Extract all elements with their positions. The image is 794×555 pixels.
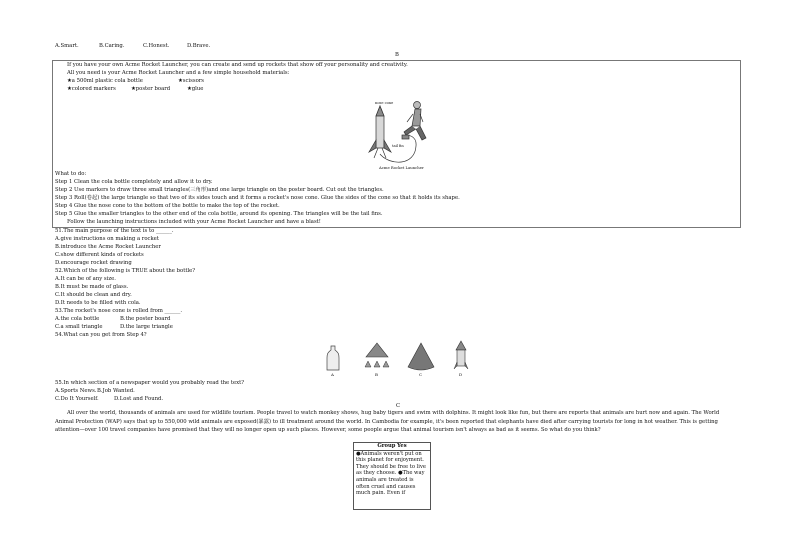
material-poster-board: ★poster board <box>131 86 171 92</box>
question-55: 55.In which section of a newspaper would you probably read the text? <box>55 380 245 386</box>
q54-choice-c-label: C <box>419 372 423 377</box>
step-4: Step 4 Glue the nose cone to the bottom of the bottle to make the top of the rocket. <box>55 203 280 209</box>
q54-choice-c-cone <box>407 343 435 371</box>
step-2: Step 2 Use markers to draw three small triangles(三角形)and one large triangle on the poster board. Cut out the triangles. <box>55 187 384 193</box>
q53-option-c: C.a small triangle <box>55 324 103 330</box>
material-glue: ★glue <box>187 86 204 92</box>
q55-option-b: B.Job Wanted. <box>97 388 135 394</box>
material-bottle: ★a 500ml plastic cola bottle <box>67 78 143 84</box>
step-5: Step 5 Glue the smaller triangles to the other end of the cola bottle, around its opening. The triangles will be the tail fins. <box>55 211 383 217</box>
q54-choice-b-triangles <box>365 343 389 369</box>
q54-choice-d-rocket <box>454 341 468 371</box>
q52-option-c: C.It should be clean and dry. <box>55 292 132 298</box>
q53-option-d: D.the large triangle <box>120 324 173 330</box>
group-yes-box <box>353 442 431 510</box>
q53-option-a: A.the cola bottle <box>55 316 100 322</box>
figure-caption: Acme Rocket Launcher <box>379 165 424 170</box>
question-54: 54.What can you get from Step 4? <box>55 332 147 338</box>
group-yes-body: ●Animals weren't put on this planet for enjoyment. They should be free to live as they choose. ●The way animals are treated is often cruel and causes much pain. Even if <box>356 450 426 497</box>
material-scissors: ★scissors <box>178 78 205 84</box>
figure-label-tail-fin: tail fin <box>392 144 404 148</box>
figure-label-nose-cone: nose cone <box>375 101 394 105</box>
q52-option-a: A.It can be of any size. <box>55 276 116 282</box>
passage-closing: Follow the launching instructions included with your Acme Rocket Launcher and have a blast! <box>67 219 321 225</box>
q55-option-a: A.Sports News. <box>55 388 97 394</box>
q55-option-d: D.Lost and Found. <box>114 396 164 402</box>
q54-choice-a-label: A <box>331 372 334 377</box>
q51-option-d: D.encourage rocket drawing <box>55 260 132 266</box>
passage-intro-2: All you need is your Acme Rocket Launcher and a few simple household materials: <box>67 70 290 76</box>
question-52: 52.Which of the following is TRUE about the bottle? <box>55 268 196 274</box>
q52-option-d: D.It needs to be filled with cola. <box>55 300 141 306</box>
section-b-label: B <box>395 52 399 58</box>
option-d: D.Brave. <box>187 43 211 49</box>
option-b: B.Caring. <box>99 43 125 49</box>
question-53: 53.The rocket's nose cone is rolled from ______. <box>55 308 183 314</box>
passage-c: All over the world, thousands of animals are used for wildlife tourism. People travel to watch monkey shows, hug baby tigers and swim with dolphins. It might look like fun, but there are reports that animals are hurt now and again. The World Animal Protection (WAP) says that up to 550,000 wild animals are exposed(暴露) to ill treatment around the world. In Cambodia for example, it's been reported that elephants have died after carrying tourists for long in hot weather. This is getting attention—over 100 travel companies have promised that they will no longer open up such places. However, some people argue that animal tourism isn't always as bad as it seems. So what do you think? <box>55 410 720 434</box>
q52-option-b: B.It must be made of glass. <box>55 284 129 290</box>
q51-option-b: B.introduce the Acme Rocket Launcher <box>55 244 161 250</box>
what-to-do-heading: What to do: <box>55 171 87 177</box>
question-51: 51.The main purpose of the text is to ______. <box>55 228 174 234</box>
q51-option-a: A.give instructions on making a rocket <box>55 236 159 242</box>
group-yes-title: Group Yes <box>354 443 430 451</box>
rocket-launcher-figure <box>360 96 445 168</box>
step-1: Step 1 Clean the cola bottle completely and allow it to dry. <box>55 179 213 185</box>
option-c: C.Honest. <box>143 43 170 49</box>
step-3: Step 3 Roll(卷起) the large triangle so that two of its sides touch and it forms a rocket's nose cone. Glue the sides of the cone so that it holds its shape. <box>55 195 460 201</box>
material-markers: ★colored markers <box>67 86 116 92</box>
q54-choice-b-label: B <box>375 372 378 377</box>
q53-option-b: B.the poster board <box>120 316 171 322</box>
option-a: A.Smart. <box>55 43 79 49</box>
section-c-label: C <box>396 403 401 409</box>
passage-intro-1: If you have your own Acme Rocket Launcher, you can create and send up rockets that show off your personality and creativity. <box>67 62 408 68</box>
q51-option-c: C.show different kinds of rockets <box>55 252 144 258</box>
q54-choice-a-bottle <box>326 346 340 372</box>
q54-choice-d-label: D <box>459 372 463 377</box>
q55-option-c: C.Do It Yourself. <box>55 396 99 402</box>
